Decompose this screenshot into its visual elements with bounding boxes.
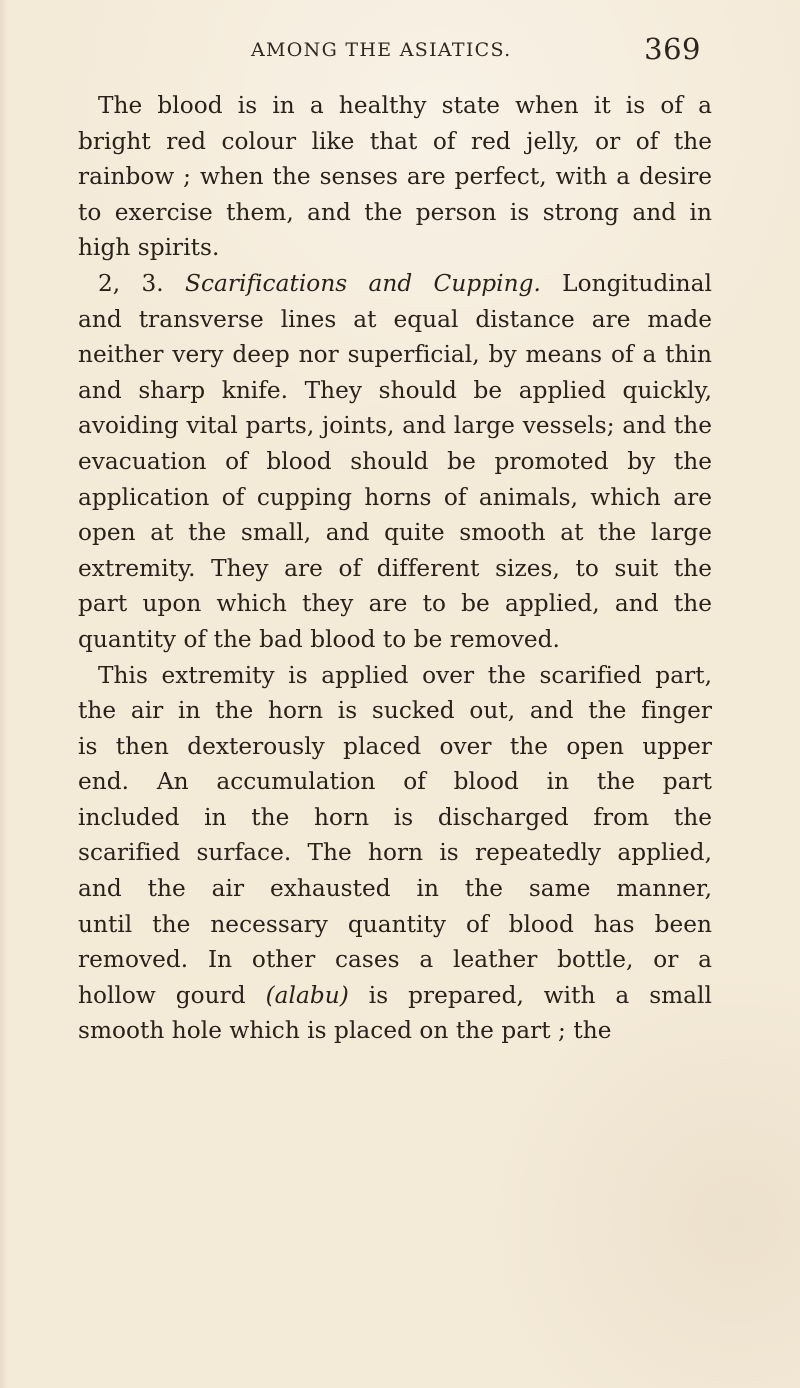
paragraph-3-line-2: the air in the horn is sucked out, and the finger [78, 697, 712, 725]
paragraph-2-line-10: part upon which they are to be applied, and the [78, 590, 712, 618]
body-text [78, 88, 712, 1308]
paragraph-2-line-8: open at the small, and quite smooth at the large [78, 519, 712, 547]
paragraph-2-line-4: and sharp knife. They should be applied quickly, [78, 376, 712, 404]
paragraph-2-line-2: and transverse lines at equal distance are made [78, 305, 712, 333]
paragraph-2-line-5: avoiding vital parts, joints, and large vessels; and the [78, 412, 712, 440]
paragraph-3-line-5: included in the horn is discharged from the [78, 803, 712, 831]
alabu-term: (alabu) [265, 981, 349, 1009]
page-number: 369 [644, 32, 701, 66]
paragraph-1-line-3: rainbow ; when the senses are perfect, with a desire [78, 163, 712, 191]
paragraph-1-line-5: high spirits. [78, 234, 220, 262]
paragraph-2-line-7: application of cupping horns of animals, which are [78, 483, 712, 511]
paragraph-3-line-4: end. An accumulation of blood in the part [78, 768, 712, 796]
paragraph-3-line-9: removed. In other cases a leather bottle, or a [78, 946, 712, 974]
running-title: AMONG THE ASIATICS. [251, 39, 512, 61]
paragraph-2-line-11: quantity of the bad blood to be removed. [78, 625, 560, 653]
gourd-prefix: hollow gourd [78, 981, 266, 1009]
paragraph-2-line-1 [78, 266, 712, 302]
paragraph-2-line-9: extremity. They are of different sizes, to suit the [78, 554, 712, 582]
gourd-suffix: is prepared, with a small [348, 981, 712, 1009]
paragraph-3-line-11: smooth hole which is placed on the part ; the [78, 1017, 612, 1045]
section-number: 2, 3. [98, 269, 186, 297]
paragraph-3-line-10 [78, 978, 712, 1014]
paragraph-3-line-8: until the necessary quantity of blood has been [78, 910, 712, 938]
paragraph-1-line-1: The blood is in a healthy state when it is of a [98, 92, 712, 119]
page-header [251, 34, 701, 68]
paragraph-1-line-2: bright red colour like that of red jelly, or of the [78, 127, 712, 155]
paragraph-3-line-3: is then dexterously placed over the open upper [78, 732, 712, 760]
paragraph-1-line-4: to exercise them, and the person is strong and in [78, 198, 712, 226]
paragraph-2-line-3: neither very deep nor superficial, by means of a thin [78, 341, 712, 369]
section-title: Scarifications and Cupping. [185, 269, 541, 297]
paragraph-3-line-7: and the air exhausted in the same manner, [78, 875, 712, 903]
paragraph-3-line-6: scarified surface. The horn is repeatedly applied, [78, 839, 712, 867]
paragraph-2-line-1-suffix: Longitudinal [540, 269, 713, 297]
paragraph-3-line-1: This extremity is applied over the scarified part, [98, 661, 712, 689]
paragraph-2-line-6: evacuation of blood should be promoted by the [78, 447, 712, 475]
